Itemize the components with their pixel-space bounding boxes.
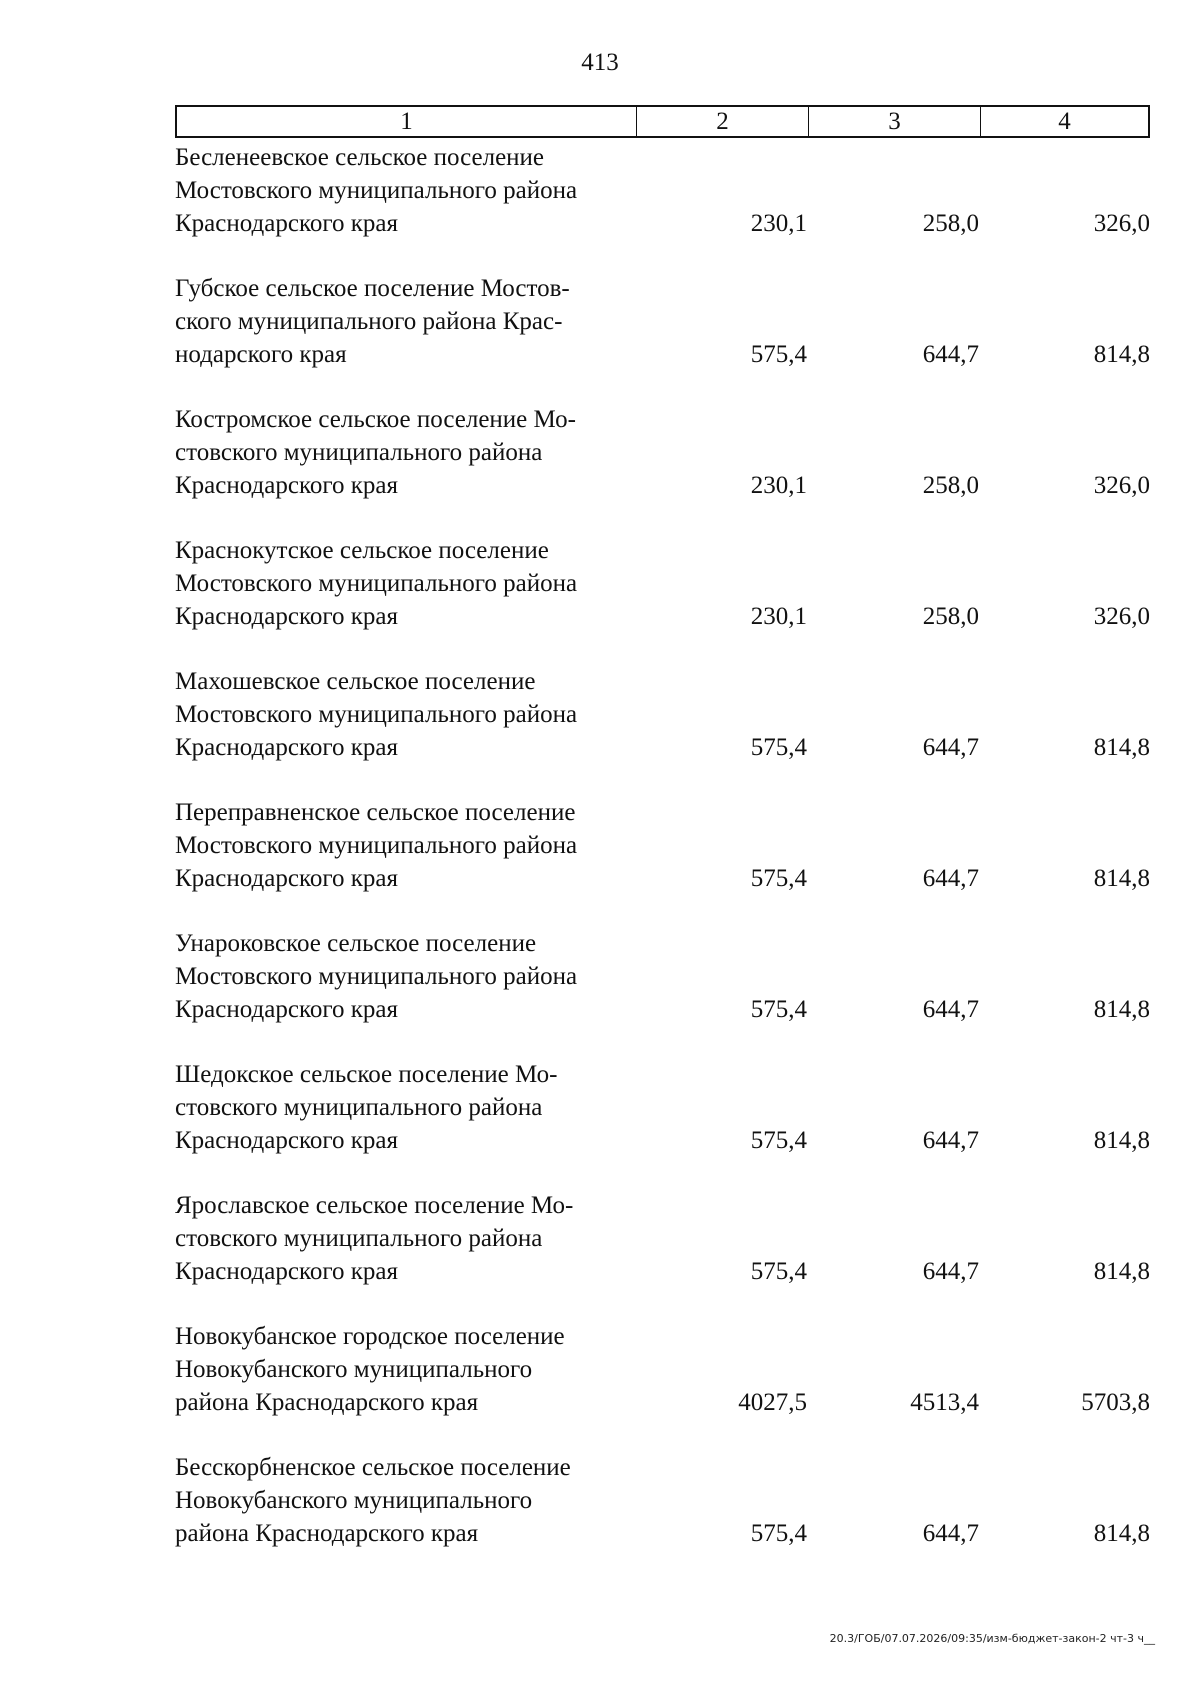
settlement-name: Губское сельское поселение Мостов- ского муниципального района Крас- нодарского края: [175, 275, 570, 368]
value-col-3: 4513,4: [910, 1389, 979, 1416]
value-col-2: 575,4: [750, 996, 807, 1023]
value-col-2: 230,1: [750, 472, 807, 499]
value-col-3: 644,7: [922, 734, 979, 761]
table-row: [175, 403, 1150, 534]
value-col-4: 814,8: [1093, 996, 1150, 1023]
value-col-3: 644,7: [922, 1258, 979, 1285]
settlement-name: Бесскорбненское сельское поселение Новокубанского муниципального района Краснодарского края: [175, 1454, 571, 1547]
value-col-2: 575,4: [750, 734, 807, 761]
table-row: [175, 1189, 1150, 1320]
settlement-name: Унароковское сельское поселение Мостовского муниципального района Краснодарского края: [175, 930, 578, 1023]
document-footer-code: 20.3/ГОБ/07.07.2026/09:35/изм-бюджет-закон-2 чт-3 ч__: [829, 1632, 1155, 1645]
value-col-2: 4027,5: [738, 1389, 807, 1416]
value-col-4: 5703,8: [1081, 1389, 1150, 1416]
value-col-3: 644,7: [922, 1127, 979, 1154]
settlement-name: Бесленеевское сельское поселение Мостовского муниципального района Краснодарского края: [175, 144, 578, 237]
value-col-4: 814,8: [1093, 1127, 1150, 1154]
table-row: [175, 927, 1150, 1058]
value-col-4: 814,8: [1093, 1258, 1150, 1285]
value-col-2: 575,4: [750, 341, 807, 368]
value-col-3: 258,0: [922, 210, 979, 237]
value-col-3: 258,0: [922, 603, 979, 630]
value-col-4: 326,0: [1093, 472, 1150, 499]
table-header: [175, 105, 1150, 138]
table-row: [175, 534, 1150, 665]
header-col-3: 3: [809, 107, 981, 136]
value-col-2: 230,1: [750, 603, 807, 630]
value-col-3: 258,0: [922, 472, 979, 499]
table-row: [175, 141, 1150, 272]
value-col-3: 644,7: [922, 996, 979, 1023]
settlement-name: Новокубанское городское поселение Новокубанского муниципального района Краснодарского края: [175, 1323, 565, 1416]
table-row: [175, 272, 1150, 403]
value-col-2: 230,1: [750, 210, 807, 237]
value-col-4: 814,8: [1093, 1520, 1150, 1547]
value-col-2: 575,4: [750, 1127, 807, 1154]
header-col-4: 4: [1058, 108, 1071, 135]
table-row: [175, 665, 1150, 796]
table-row: [175, 1320, 1150, 1451]
settlement-name: Ярославское сельское поселение Мо- стовского муниципального района Краснодарского края: [175, 1192, 574, 1285]
value-col-4: 326,0: [1093, 603, 1150, 630]
value-col-2: 575,4: [750, 865, 807, 892]
page-number: 413: [581, 49, 619, 76]
table-row: [175, 1058, 1150, 1189]
settlement-name: Махошевское сельское поселение Мостовского муниципального района Краснодарского края: [175, 668, 578, 761]
value-col-2: 575,4: [750, 1520, 807, 1547]
table-body: [175, 141, 1150, 1582]
value-col-3: 644,7: [922, 341, 979, 368]
settlement-name: Краснокутское сельское поселение Мостовского муниципального района Краснодарского края: [175, 537, 578, 630]
value-col-4: 814,8: [1093, 734, 1150, 761]
value-col-4: 814,8: [1093, 341, 1150, 368]
value-col-2: 575,4: [750, 1258, 807, 1285]
value-col-3: 644,7: [922, 865, 979, 892]
value-col-4: 814,8: [1093, 865, 1150, 892]
header-col-1: 1: [177, 107, 637, 136]
settlement-name: Переправненское сельское поселение Мостовского муниципального района Краснодарского края: [175, 799, 578, 892]
settlement-name: Костромское сельское поселение Мо- стовского муниципального района Краснодарского края: [175, 406, 576, 499]
header-col-2: 2: [637, 107, 809, 136]
table-row: [175, 1451, 1150, 1582]
value-col-3: 644,7: [922, 1520, 979, 1547]
table-row: [175, 796, 1150, 927]
settlement-name: Шедокское сельское поселение Мо- стовского муниципального района Краснодарского края: [175, 1061, 558, 1154]
value-col-4: 326,0: [1093, 210, 1150, 237]
